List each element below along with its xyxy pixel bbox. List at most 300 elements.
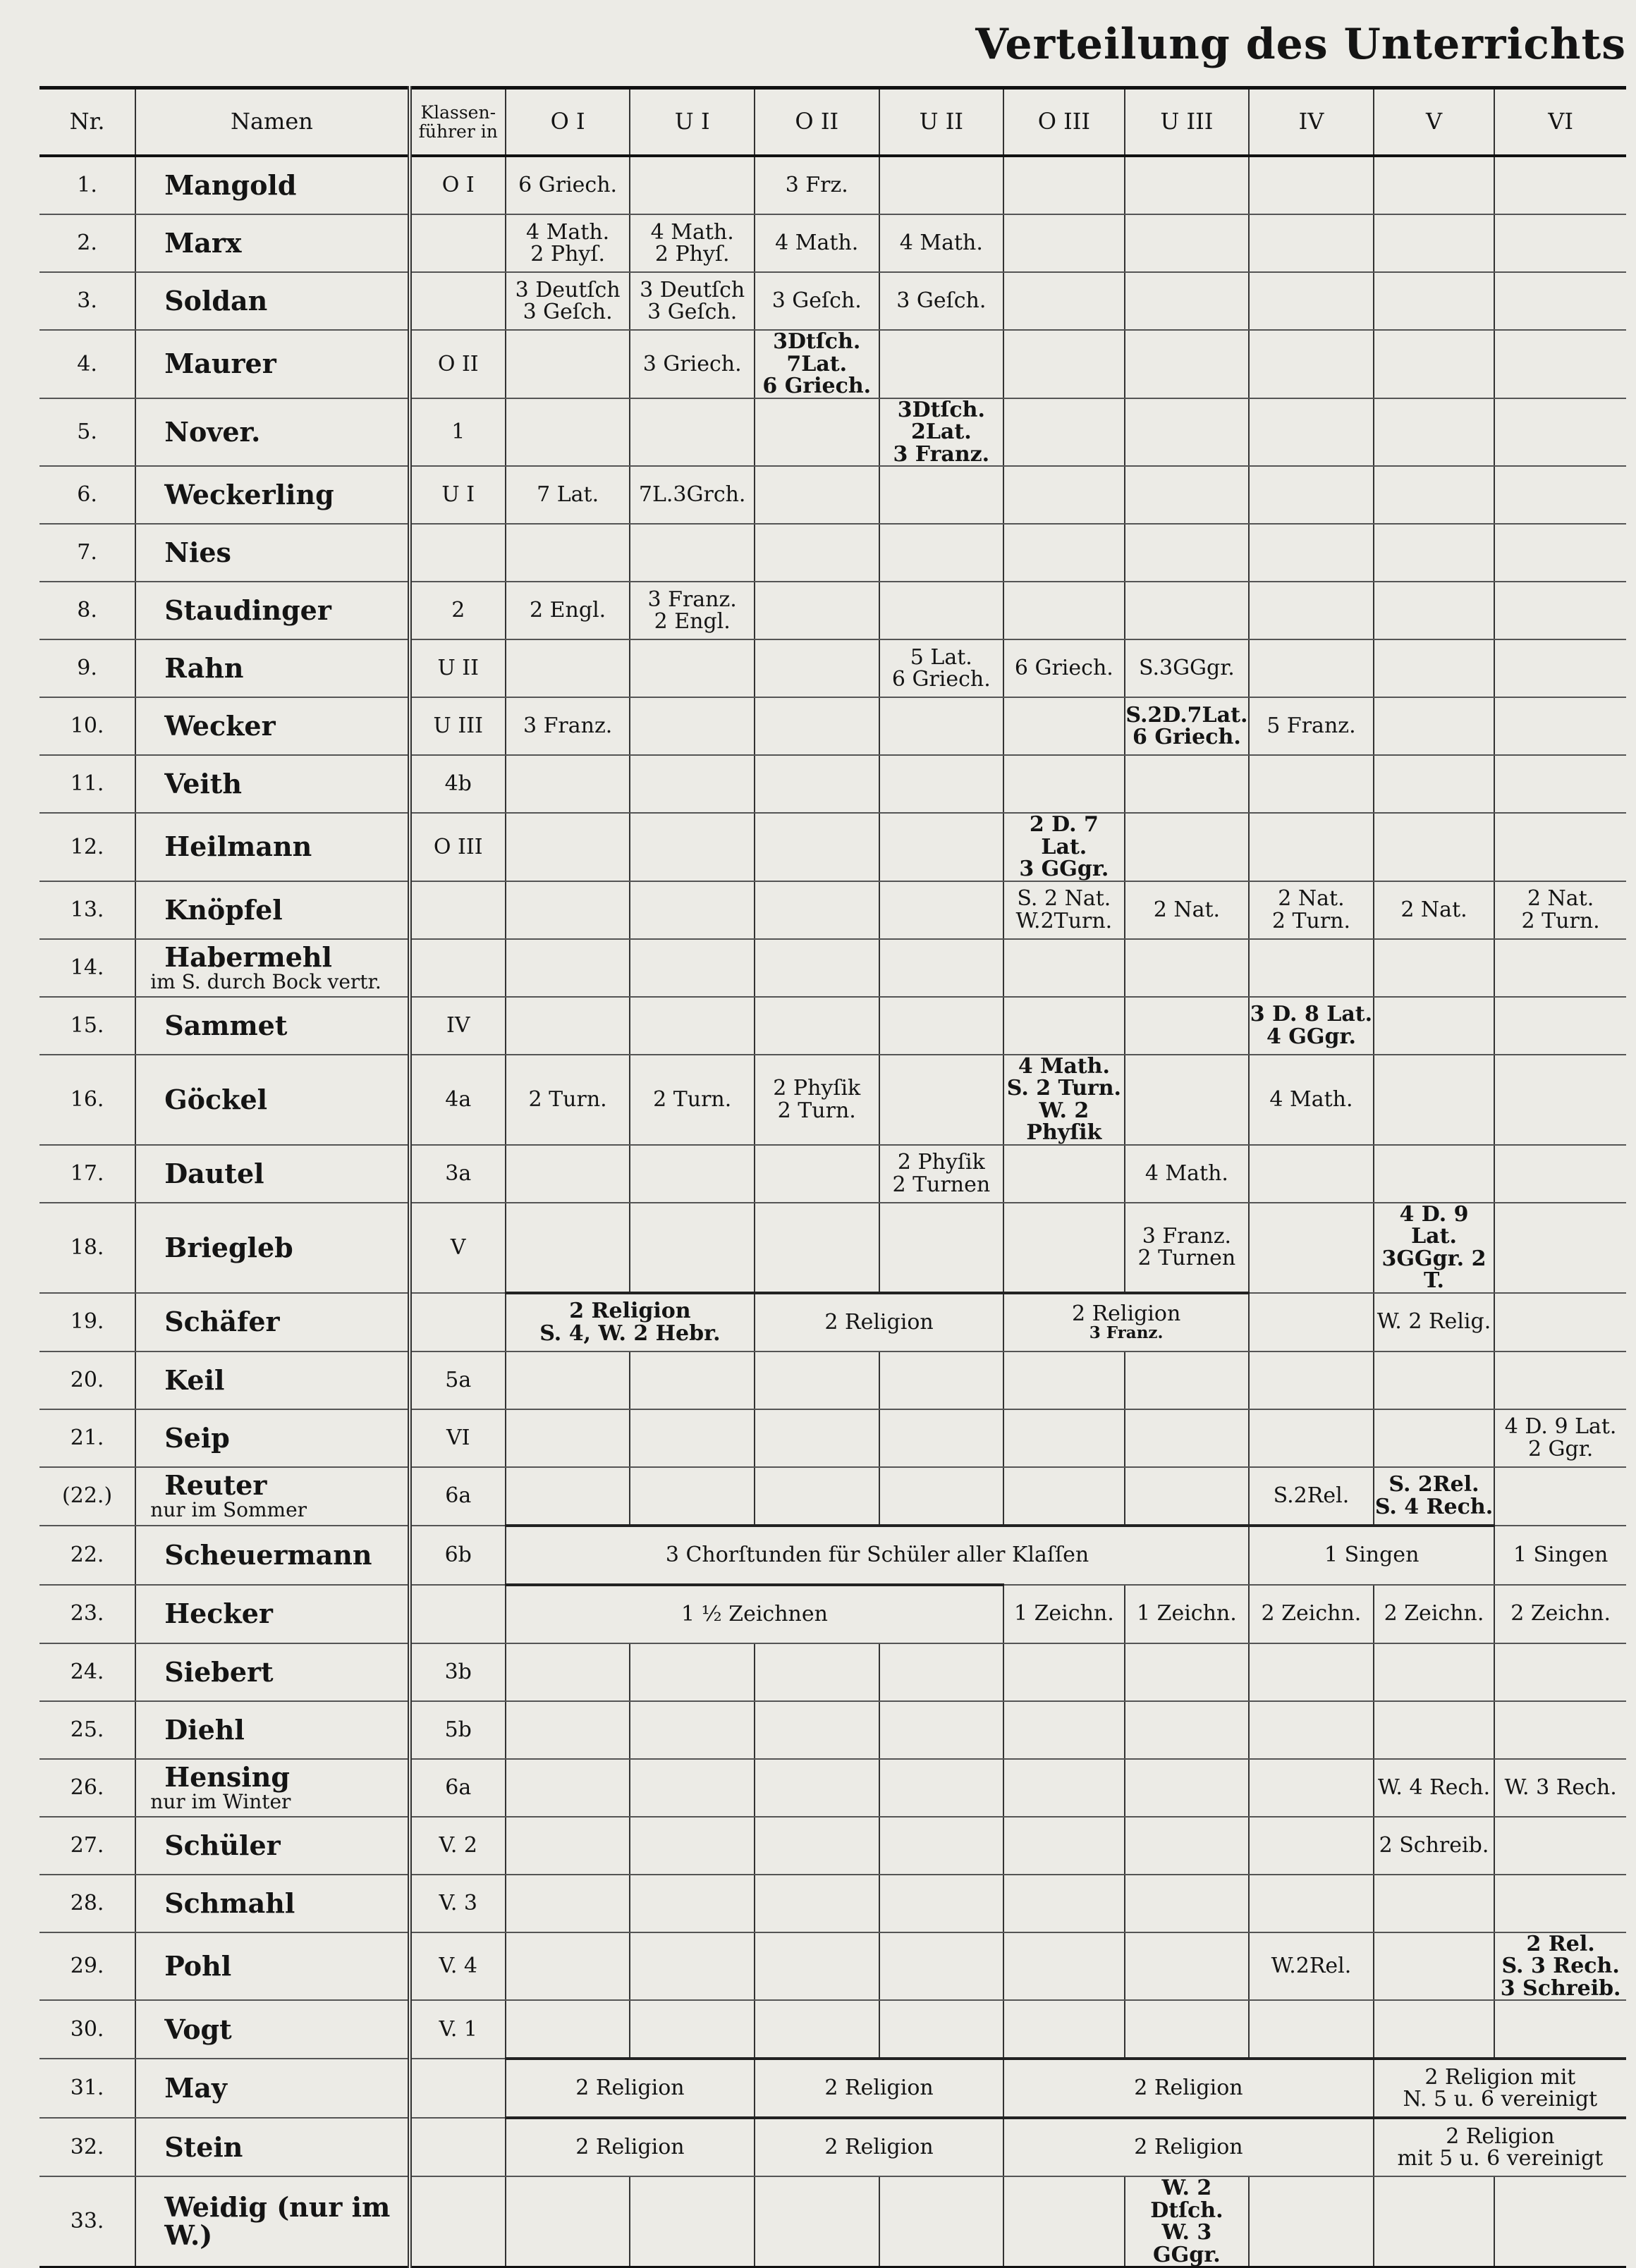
teacher-name-cell — [135, 1585, 409, 1643]
empty-cell — [1125, 1817, 1250, 1875]
empty-cell — [879, 582, 1004, 639]
empty-cell — [1374, 330, 1495, 398]
row-number: 10. — [39, 697, 135, 755]
empty-cell — [879, 1875, 1004, 1932]
empty-cell — [1125, 466, 1250, 524]
empty-cell — [506, 398, 630, 467]
empty-cell — [1003, 1145, 1125, 1203]
empty-cell — [879, 697, 1004, 755]
empty-cell — [755, 1817, 879, 1875]
teacher-name: Hecker — [164, 1598, 273, 1630]
class-leader — [410, 2059, 506, 2118]
span-cell-chor: 3 Chorſtunden für Schüler aller Klaſſen — [506, 1526, 1249, 1585]
empty-cell — [1003, 1409, 1125, 1467]
col-v: V — [1374, 88, 1495, 157]
empty-cell — [879, 1409, 1004, 1467]
empty-cell — [879, 1643, 1004, 1701]
empty-cell — [630, 1145, 755, 1203]
teacher-name-cell — [135, 524, 409, 582]
table-row — [39, 1409, 1626, 1467]
class-leader: V. 1 — [410, 2000, 506, 2059]
cell-v: W. 4 Rech. — [1374, 1759, 1495, 1817]
empty-cell — [1249, 1817, 1374, 1875]
empty-cell — [879, 997, 1004, 1055]
teacher-name: Seip — [164, 1421, 230, 1454]
empty-cell — [1249, 272, 1374, 330]
empty-cell — [755, 2000, 879, 2059]
row-number: 26. — [39, 1759, 135, 1817]
header-row — [39, 88, 1626, 157]
span-cell-oii-uii: 2 Religion — [755, 1293, 1003, 1351]
teacher-name-cell — [135, 466, 409, 524]
empty-cell — [1494, 1293, 1626, 1351]
cell-v: W. 2 Relig. — [1374, 1293, 1495, 1351]
teacher-name: Soldan — [164, 285, 268, 317]
empty-cell — [1249, 330, 1374, 398]
table-row — [39, 1701, 1626, 1759]
teacher-name: Heilmann — [164, 830, 312, 863]
teacher-name: Schüler — [164, 1829, 281, 1861]
row-number: 20. — [39, 1351, 135, 1409]
empty-cell — [1003, 755, 1125, 813]
empty-cell — [1374, 398, 1495, 467]
class-leader: 6b — [410, 1526, 506, 1585]
empty-cell — [1249, 1643, 1374, 1701]
table-row — [39, 755, 1626, 813]
span-cell-iv-v: 1 Singen — [1249, 1526, 1494, 1585]
empty-cell — [506, 1643, 630, 1701]
empty-cell — [1374, 1701, 1495, 1759]
empty-cell — [1494, 697, 1626, 755]
empty-cell — [1494, 1351, 1626, 1409]
teacher-name: Briegleb — [164, 1231, 293, 1263]
empty-cell — [1249, 1145, 1374, 1203]
empty-cell — [1249, 1351, 1374, 1409]
empty-cell — [1494, 1203, 1626, 1293]
empty-cell — [755, 1875, 879, 1932]
class-leader: 3a — [410, 1145, 506, 1203]
cell-uii: 4 Math. — [879, 214, 1004, 272]
cell-oii: 2 Phyſik 2 Turn. — [755, 1055, 879, 1145]
col-uiii: U III — [1125, 88, 1250, 157]
empty-cell — [1494, 1055, 1626, 1145]
empty-cell — [755, 997, 879, 1055]
empty-cell — [630, 1643, 755, 1701]
empty-cell — [630, 2176, 755, 2267]
empty-cell — [630, 398, 755, 467]
empty-cell — [1374, 639, 1495, 697]
empty-cell — [1494, 2000, 1626, 2059]
table-row — [39, 1585, 1626, 1643]
empty-cell — [1003, 156, 1125, 214]
empty-cell — [630, 1467, 755, 1526]
empty-cell — [1494, 1817, 1626, 1875]
teacher-note: im S. durch Bock vertr. — [150, 969, 381, 993]
teacher-name: Nover. — [164, 415, 261, 448]
cell-iv: W.2Rel. — [1249, 1932, 1374, 2001]
empty-cell — [1003, 582, 1125, 639]
empty-cell — [755, 1759, 879, 1817]
empty-cell — [1125, 398, 1250, 467]
span-cell-zeich: 1 ½ Zeichnen — [506, 1585, 1003, 1643]
empty-cell — [1494, 2176, 1626, 2267]
cell-iv: 2 Nat. 2 Turn. — [1249, 881, 1374, 939]
row-number: 21. — [39, 1409, 135, 1467]
empty-cell — [1374, 1055, 1495, 1145]
empty-cell — [1374, 524, 1495, 582]
row-number: 16. — [39, 1055, 135, 1145]
empty-cell — [1125, 1759, 1250, 1817]
cell-uii: 3 Geſch. — [879, 272, 1004, 330]
empty-cell — [755, 1643, 879, 1701]
teacher-name: Weidig (nur im W.) — [164, 2191, 391, 2251]
empty-cell — [1249, 2000, 1374, 2059]
empty-cell — [506, 1875, 630, 1932]
row-number: 9. — [39, 639, 135, 697]
empty-cell — [755, 881, 879, 939]
empty-cell — [755, 939, 879, 997]
cell-vi: 2 Nat. 2 Turn. — [1494, 881, 1626, 939]
cell-v: 2 Nat. — [1374, 881, 1495, 939]
empty-cell — [1249, 214, 1374, 272]
empty-cell — [506, 881, 630, 939]
empty-cell — [1249, 1293, 1374, 1351]
col-oi: O I — [506, 88, 630, 157]
empty-cell — [1249, 398, 1374, 467]
empty-cell — [1125, 1875, 1250, 1932]
empty-cell — [1494, 1145, 1626, 1203]
empty-cell — [1125, 939, 1250, 997]
empty-cell — [1374, 1145, 1495, 1203]
empty-cell — [630, 1759, 755, 1817]
col-klassenfuehrer: Klassen-führer in — [410, 88, 506, 157]
empty-cell — [630, 755, 755, 813]
class-leader: 6a — [410, 1759, 506, 1817]
cell-iv: 4 Math. — [1249, 1055, 1374, 1145]
empty-cell — [755, 1409, 879, 1467]
empty-cell — [1125, 156, 1250, 214]
empty-cell — [506, 330, 630, 398]
teacher-name-cell — [135, 997, 409, 1055]
cell-oiii: 1 Zeichn. — [1003, 1585, 1125, 1643]
cell-ui: 2 Turn. — [630, 1055, 755, 1145]
teacher-name: Veith — [164, 768, 242, 800]
empty-cell — [506, 1817, 630, 1875]
empty-cell — [630, 939, 755, 997]
row-number: 22. — [39, 1526, 135, 1585]
class-leader: U II — [410, 639, 506, 697]
empty-cell — [1125, 813, 1250, 881]
teacher-name-cell — [135, 1875, 409, 1932]
empty-cell — [1374, 2176, 1495, 2267]
empty-cell — [1249, 524, 1374, 582]
empty-cell — [1374, 755, 1495, 813]
empty-cell — [1494, 1701, 1626, 1759]
row-number: 8. — [39, 582, 135, 639]
empty-cell — [630, 813, 755, 881]
class-leader: U I — [410, 466, 506, 524]
empty-cell — [1249, 939, 1374, 997]
cell-oi: 3 Franz. — [506, 697, 630, 755]
col-vi: VI — [1494, 88, 1626, 157]
teacher-name-cell — [135, 214, 409, 272]
empty-cell — [755, 1351, 879, 1409]
empty-cell — [1003, 1701, 1125, 1759]
class-leader — [410, 272, 506, 330]
table-row — [39, 1293, 1626, 1351]
teacher-name-cell — [135, 398, 409, 467]
empty-cell — [755, 1932, 879, 2001]
class-leader — [410, 939, 506, 997]
empty-cell — [1003, 697, 1125, 755]
empty-cell — [1374, 939, 1495, 997]
empty-cell — [1374, 1409, 1495, 1467]
empty-cell — [1125, 330, 1250, 398]
cell-oiii: S. 2 Nat. W.2Turn. — [1003, 881, 1125, 939]
row-number: 32. — [39, 2118, 135, 2176]
empty-cell — [1494, 813, 1626, 881]
table-row — [39, 1055, 1626, 1145]
empty-cell — [1494, 997, 1626, 1055]
teacher-note: nur im Sommer — [150, 1498, 307, 1522]
row-number: 7. — [39, 524, 135, 582]
empty-cell — [506, 2176, 630, 2267]
teacher-note: nur im Winter — [150, 1789, 291, 1813]
class-leader: V. 4 — [410, 1932, 506, 2001]
empty-cell — [755, 813, 879, 881]
empty-cell — [1374, 214, 1495, 272]
col-nr: Nr. — [39, 88, 135, 157]
empty-cell — [506, 1759, 630, 1817]
empty-cell — [1494, 330, 1626, 398]
table-row — [39, 1467, 1626, 1526]
empty-cell — [755, 1145, 879, 1203]
empty-cell — [1374, 1643, 1495, 1701]
empty-cell — [506, 1145, 630, 1203]
teacher-name-cell — [135, 1145, 409, 1203]
empty-cell — [506, 524, 630, 582]
row-number: 17. — [39, 1145, 135, 1203]
empty-cell — [1003, 939, 1125, 997]
row-number: 5. — [39, 398, 135, 467]
empty-cell — [1003, 330, 1125, 398]
empty-cell — [1125, 272, 1250, 330]
empty-cell — [1003, 1467, 1125, 1526]
teacher-name-cell — [135, 755, 409, 813]
class-leader: 3b — [410, 1643, 506, 1701]
empty-cell — [755, 697, 879, 755]
class-leader — [410, 1293, 506, 1351]
teacher-name-cell — [135, 330, 409, 398]
col-ui: U I — [630, 88, 755, 157]
class-leader: VI — [410, 1409, 506, 1467]
cell-ui: 3 Deutſch 3 Geſch. — [630, 272, 755, 330]
table-row — [39, 272, 1626, 330]
row-number: 6. — [39, 466, 135, 524]
empty-cell — [755, 755, 879, 813]
row-number: 31. — [39, 2059, 135, 2118]
empty-cell — [630, 1409, 755, 1467]
empty-cell — [1374, 1351, 1495, 1409]
empty-cell — [506, 1203, 630, 1293]
teacher-name: Stein — [164, 2131, 243, 2163]
cell-oi: 2 Turn. — [506, 1055, 630, 1145]
cell-oi: 3 Deutſch 3 Geſch. — [506, 272, 630, 330]
empty-cell — [1003, 2000, 1125, 2059]
empty-cell — [1494, 1467, 1626, 1526]
empty-cell — [1249, 755, 1374, 813]
empty-cell — [1125, 1055, 1250, 1145]
empty-cell — [1494, 214, 1626, 272]
empty-cell — [1249, 1203, 1374, 1293]
empty-cell — [879, 881, 1004, 939]
table-row — [39, 939, 1626, 997]
empty-cell — [630, 1203, 755, 1293]
empty-cell — [1374, 697, 1495, 755]
cell-uiii: S.3GGgr. — [1125, 639, 1250, 697]
empty-cell — [879, 1055, 1004, 1145]
cell-v: 2 Zeichn. — [1374, 1585, 1495, 1643]
empty-cell — [1374, 1875, 1495, 1932]
span-cell-oii-uii: 2 Religion — [755, 2118, 1003, 2176]
teacher-name-cell — [135, 2000, 409, 2059]
table-row — [39, 697, 1626, 755]
teacher-name: Siebert — [164, 1655, 274, 1688]
cell-vi: 4 D. 9 Lat. 2 Ggr. — [1494, 1409, 1626, 1467]
class-leader: 4a — [410, 1055, 506, 1145]
empty-cell — [1374, 272, 1495, 330]
empty-cell — [630, 997, 755, 1055]
col-iv: IV — [1249, 88, 1374, 157]
table-row — [39, 524, 1626, 582]
empty-cell — [755, 639, 879, 697]
teacher-name: Keil — [164, 1363, 225, 1396]
row-number: 18. — [39, 1203, 135, 1293]
empty-cell — [755, 1467, 879, 1526]
table-row — [39, 1817, 1626, 1875]
empty-cell — [879, 755, 1004, 813]
table-row — [39, 813, 1626, 881]
span-cell-oiii-iv: 2 Religion — [1003, 2059, 1374, 2118]
row-number: 13. — [39, 881, 135, 939]
teacher-name: Scheuermann — [164, 1538, 372, 1571]
row-number: 2. — [39, 214, 135, 272]
empty-cell — [1003, 214, 1125, 272]
empty-cell — [879, 2176, 1004, 2267]
cell-vi: 1 Singen — [1494, 1526, 1626, 1585]
empty-cell — [1003, 1932, 1125, 2001]
empty-cell — [1374, 813, 1495, 881]
table-row — [39, 881, 1626, 939]
row-number: (22.) — [39, 1467, 135, 1526]
table-row — [39, 2059, 1626, 2118]
empty-cell — [879, 1932, 1004, 2001]
cell-v: 4 D. 9 Lat. 3GGgr. 2 T. — [1374, 1203, 1495, 1293]
cell-ui: 3 Franz. 2 Engl. — [630, 582, 755, 639]
empty-cell — [630, 1351, 755, 1409]
empty-cell — [755, 1203, 879, 1293]
row-number: 1. — [39, 156, 135, 214]
cell-vi: 2 Rel. S. 3 Rech. 3 Schreib. — [1494, 1932, 1626, 2001]
teacher-name-cell — [135, 1643, 409, 1701]
empty-cell — [1125, 997, 1250, 1055]
teacher-name: Maurer — [164, 348, 276, 380]
empty-cell — [1494, 582, 1626, 639]
class-leader: 4b — [410, 755, 506, 813]
class-leader: 2 — [410, 582, 506, 639]
col-uii: U II — [879, 88, 1004, 157]
empty-cell — [1003, 272, 1125, 330]
empty-cell — [630, 697, 755, 755]
empty-cell — [1249, 1409, 1374, 1467]
empty-cell — [879, 156, 1004, 214]
class-leader: IV — [410, 997, 506, 1055]
span-cell-oi-ui: 2 Religion S. 4, W. 2 Hebr. — [506, 1293, 755, 1351]
cell-ui: 7L.3Grch. — [630, 466, 755, 524]
cell-v: S. 2Rel. S. 4 Rech. — [1374, 1467, 1495, 1526]
empty-cell — [879, 2000, 1004, 2059]
cell-oii: 3Dtſch. 7Lat. 6 Griech. — [755, 330, 879, 398]
empty-cell — [1494, 1875, 1626, 1932]
empty-cell — [1494, 398, 1626, 467]
schedule-table — [39, 86, 1626, 2268]
table-row — [39, 1643, 1626, 1701]
empty-cell — [1003, 524, 1125, 582]
empty-cell — [1374, 1932, 1495, 2001]
teacher-name-cell — [135, 582, 409, 639]
teacher-name: Knöpfel — [164, 893, 283, 926]
empty-cell — [1003, 2176, 1125, 2267]
class-leader: V. 3 — [410, 1875, 506, 1932]
empty-cell — [506, 1701, 630, 1759]
table-row — [39, 1526, 1626, 1585]
teacher-name: Rahn — [164, 652, 244, 685]
cell-uii: 3Dtſch. 2Lat. 3 Franz. — [879, 398, 1004, 467]
cell-ui: 3 Griech. — [630, 330, 755, 398]
class-leader: O II — [410, 330, 506, 398]
table-row — [39, 2118, 1626, 2176]
empty-cell — [1003, 398, 1125, 467]
teacher-name-cell — [135, 2118, 409, 2176]
cell-uii: 5 Lat. 6 Griech. — [879, 639, 1004, 697]
teacher-name: Hensing — [164, 1760, 290, 1793]
empty-cell — [1249, 813, 1374, 881]
class-leader — [410, 214, 506, 272]
table-row — [39, 214, 1626, 272]
class-leader — [410, 524, 506, 582]
empty-cell — [506, 939, 630, 997]
empty-cell — [630, 524, 755, 582]
empty-cell — [630, 2000, 755, 2059]
teacher-name: Schmahl — [164, 1887, 295, 1919]
empty-cell — [630, 639, 755, 697]
empty-cell — [1494, 939, 1626, 997]
span-cell-v-vi: 2 Religion mit N. 5 u. 6 vereinigt — [1374, 2059, 1626, 2118]
teacher-name-cell — [135, 1467, 409, 1526]
teacher-name: Staudinger — [164, 594, 331, 627]
table-row — [39, 466, 1626, 524]
teacher-name-cell — [135, 156, 409, 214]
empty-cell — [755, 398, 879, 467]
empty-cell — [1125, 1351, 1250, 1409]
row-number: 4. — [39, 330, 135, 398]
span-cell-oi-ui: 2 Religion — [506, 2118, 755, 2176]
empty-cell — [1125, 1467, 1250, 1526]
table-row — [39, 582, 1626, 639]
row-number: 25. — [39, 1701, 135, 1759]
empty-cell — [1003, 997, 1125, 1055]
table-row — [39, 1759, 1626, 1817]
